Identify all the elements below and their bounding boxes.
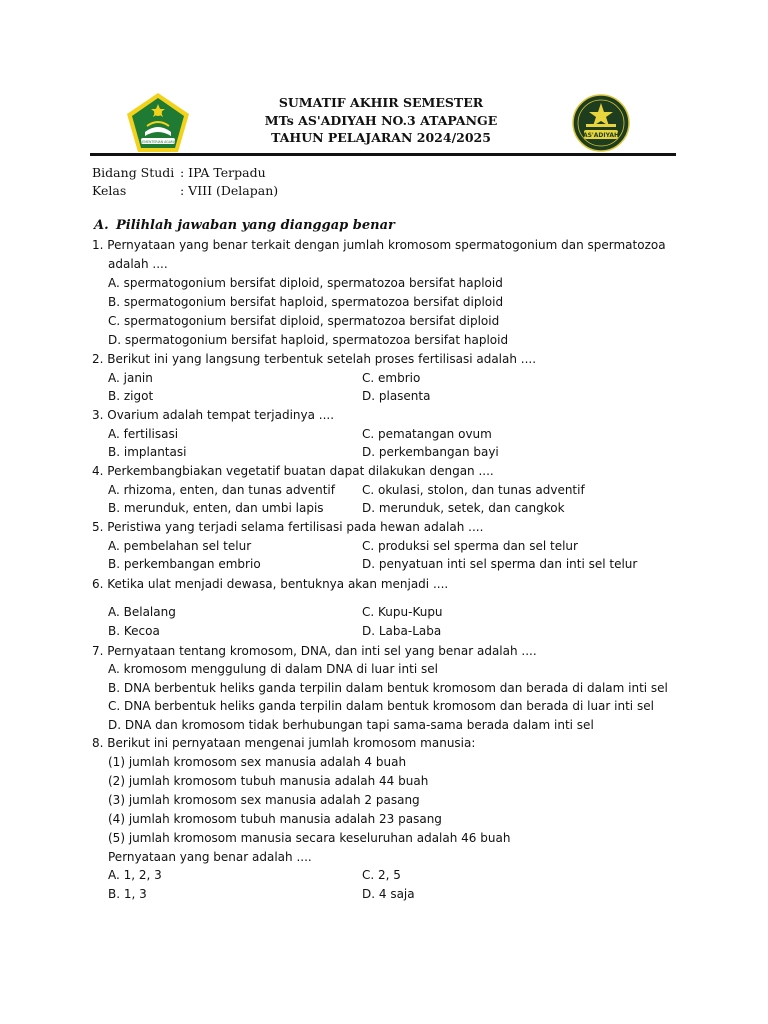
question-7: 7. Pernyataan tentang kromosom, DNA, dan inti sel yang benar adalah .... — [92, 644, 537, 658]
q8-statement-3: (3) jumlah kromosom sex manusia adalah 2 pasang — [108, 793, 420, 807]
svg-text:KEMENTERIAN AGAMA: KEMENTERIAN AGAMA — [140, 140, 176, 144]
q6-option-c: C. Kupu-Kupu — [362, 605, 443, 619]
q4-option-d: D. merunduk, setek, dan cangkok — [362, 501, 565, 515]
header-line-1: SUMATIF AKHIR SEMESTER — [278, 95, 484, 110]
q7-option-b: B. DNA berbentuk heliks ganda terpilin dalam bentuk kromosom dan berada di dalam inti sel — [108, 681, 668, 695]
ministry-emblem-icon — [125, 92, 191, 154]
q2-option-d: D. plasenta — [362, 389, 431, 403]
header-line-3: TAHUN PELAJARAN 2024/2025 — [271, 130, 491, 145]
q8-option-b: B. 1, 3 — [108, 887, 147, 901]
q8-statement-2: (2) jumlah kromosom tubuh manusia adalah 44 buah — [108, 774, 429, 788]
q8-statement-4: (4) jumlah kromosom tubuh manusia adalah 23 pasang — [108, 812, 442, 826]
q5-option-c: C. produksi sel sperma dan sel telur — [362, 539, 578, 553]
q8-option-d: D. 4 saja — [362, 887, 415, 901]
asadiyah-logo-icon — [572, 94, 630, 152]
q3-option-a: A. fertilisasi — [108, 427, 179, 441]
question-5: 5. Peristiwa yang terjadi selama fertilisasi pada hewan adalah .... — [92, 520, 484, 534]
q5-option-b: B. perkembangan embrio — [108, 557, 261, 571]
q3-option-c: C. pematangan ovum — [362, 427, 492, 441]
q8-statement-5: (5) jumlah kromosom manusia secara keseluruhan adalah 46 buah — [108, 831, 511, 845]
q1-option-d: D. spermatogonium bersifat haploid, spermatozoa bersifat haploid — [108, 333, 509, 347]
q8-statement-1: (1) jumlah kromosom sex manusia adalah 4 buah — [108, 755, 407, 769]
q4-option-b: B. merunduk, enten, dan umbi lapis — [108, 501, 324, 515]
class-value: : VIII (Delapan) — [180, 183, 279, 198]
q3-option-d: D. perkembangan bayi — [362, 445, 499, 459]
q6-option-a: A. Belalang — [108, 605, 176, 619]
q5-option-d: D. penyatuan inti sel sperma dan inti sel telur — [362, 557, 638, 571]
section-number: A. — [94, 218, 109, 233]
question-2: 2. Berikut ini yang langsung terbentuk setelah proses fertilisasi adalah .... — [92, 352, 537, 366]
q8-option-c: C. 2, 5 — [362, 868, 401, 882]
q1-option-a: A. spermatogonium bersifat diploid, spermatozoa bersifat haploid — [108, 276, 503, 290]
question-1-cont: adalah .... — [108, 257, 168, 271]
q2-option-c: C. embrio — [362, 371, 421, 385]
q3-option-b: B. implantasi — [108, 445, 187, 459]
q4-option-c: C. okulasi, stolon, dan tunas adventif — [362, 483, 585, 497]
section-heading — [94, 218, 395, 233]
q6-option-d: D. Laba-Laba — [362, 624, 442, 638]
question-6: 6. Ketika ulat menjadi dewasa, bentuknya akan menjadi .... — [92, 577, 449, 591]
q1-option-b: B. spermatogonium bersifat haploid, spermatozoa bersifat diploid — [108, 295, 504, 309]
q4-option-a: A. rhizoma, enten, dan tunas adventif — [108, 483, 335, 497]
q6-option-b: B. Kecoa — [108, 624, 160, 638]
question-1: 1. Pernyataan yang benar terkait dengan jumlah kromosom spermatogonium dan spermatozoa — [92, 238, 666, 252]
q7-option-d: D. DNA dan kromosom tidak berhubungan tapi sama-sama berada dalam inti sel — [108, 718, 594, 732]
q1-option-c: C. spermatogonium bersifat diploid, spermatozoa bersifat diploid — [108, 314, 500, 328]
question-4: 4. Perkembangbiakan vegetatif buatan dapat dilakukan dengan .... — [92, 464, 494, 478]
header-divider — [90, 153, 676, 156]
q2-option-b: B. zigot — [108, 389, 154, 403]
class-label: Kelas — [92, 183, 127, 198]
subject-label: Bidang Studi — [92, 165, 175, 180]
question-8: 8. Berikut ini pernyataan mengenai jumlah kromosom manusia: — [92, 736, 476, 750]
q7-option-a: A. kromosom menggulung di dalam DNA di luar inti sel — [108, 662, 438, 676]
q2-option-a: A. janin — [108, 371, 153, 385]
exam-meta — [92, 164, 278, 200]
q8-prompt: Pernyataan yang benar adalah .... — [108, 850, 312, 864]
svg-text:AS'ADIYAH: AS'ADIYAH — [582, 132, 620, 139]
q7-option-c: C. DNA berbentuk heliks ganda terpilin dalam bentuk kromosom dan berada di luar inti sel — [108, 699, 654, 713]
exam-header — [200, 94, 562, 147]
q5-option-a: A. pembelahan sel telur — [108, 539, 252, 553]
section-title: Pilihlah jawaban yang dianggap benar — [116, 218, 395, 233]
subject-value: : IPA Terpadu — [180, 165, 266, 180]
q8-option-a: A. 1, 2, 3 — [108, 868, 162, 882]
question-3: 3. Ovarium adalah tempat terjadinya .... — [92, 408, 335, 422]
header-line-2: MTs AS'ADIYAH NO.3 ATAPANGE — [264, 112, 498, 128]
